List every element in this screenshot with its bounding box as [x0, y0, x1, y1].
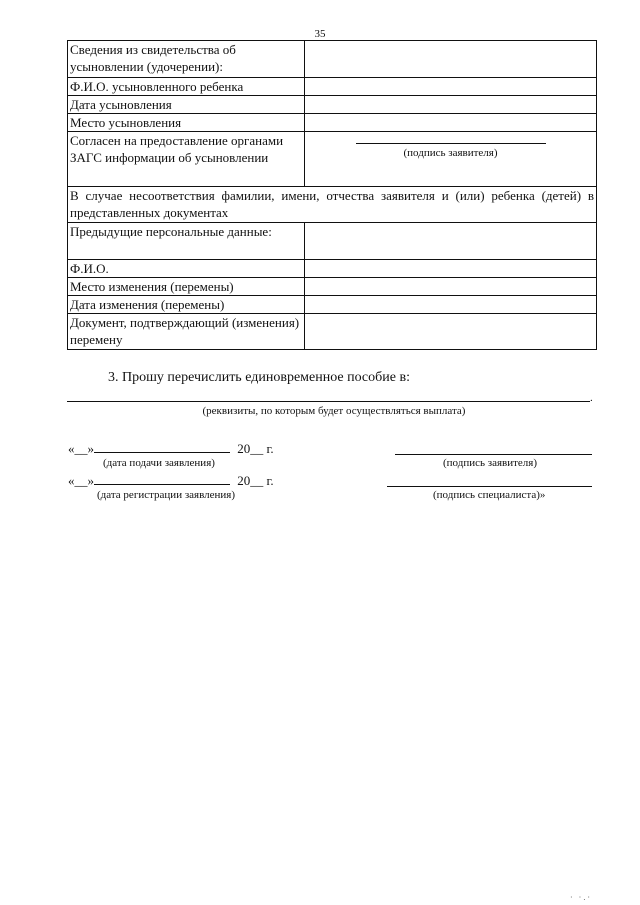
table-row: [68, 278, 597, 296]
month-blank[interactable]: [94, 452, 230, 453]
fio-value[interactable]: [305, 260, 597, 278]
table-row: [68, 132, 597, 187]
change-document-value[interactable]: [305, 314, 597, 350]
signature-line: [356, 143, 546, 144]
table-row: [68, 41, 597, 78]
registration-date-row: [68, 473, 274, 489]
adoption-info-value[interactable]: [305, 41, 597, 78]
table-row: [68, 296, 597, 314]
application-form-table: [67, 40, 597, 350]
year-prefix[interactable]: 20__ г.: [237, 441, 274, 456]
adoption-info-label: Сведения из свидетельства об усыновлении (удочерении):: [68, 41, 305, 78]
change-date-label: Дата изменения (перемены): [68, 296, 305, 314]
previous-data-value[interactable]: [305, 223, 597, 260]
page-number: 35: [314, 28, 326, 40]
change-date-value[interactable]: [305, 296, 597, 314]
table-row: [68, 314, 597, 350]
adoption-date-value[interactable]: [305, 96, 597, 114]
table-row: [68, 78, 597, 96]
adopted-child-name-value[interactable]: [305, 78, 597, 96]
table-row: [68, 260, 597, 278]
applicant-signature-caption: (подпись заявителя): [443, 457, 538, 469]
adopted-child-name-label: Ф.И.О. усыновленного ребенка: [68, 78, 305, 96]
adoption-date-label: Дата усыновления: [68, 96, 305, 114]
table-row: [68, 114, 597, 132]
table-row: [68, 187, 597, 223]
specialist-signature-caption: (подпись специалиста)»: [433, 489, 546, 501]
table-row: [68, 223, 597, 260]
year-prefix[interactable]: 20__ г.: [237, 473, 274, 488]
consent-signature-caption: (подпись заявителя): [403, 147, 498, 159]
adoption-place-value[interactable]: [305, 114, 597, 132]
registration-date-caption: (дата регистрации заявления): [97, 489, 236, 501]
day-quote[interactable]: «__»: [68, 473, 94, 488]
table-row: [68, 96, 597, 114]
mismatch-heading: В случае несоответствия фамилии, имени, отчества заявителя и (или) ребенка (детей) в представленных документах: [68, 187, 597, 223]
applicant-signature-line[interactable]: [395, 454, 592, 455]
specialist-signature-line[interactable]: [387, 486, 592, 487]
requisites-line[interactable]: [67, 401, 590, 402]
requisites-dot: .: [590, 392, 593, 404]
consent-signature-cell[interactable]: [305, 132, 597, 187]
change-place-value[interactable]: [305, 278, 597, 296]
change-document-label: Документ, подтверждающий (изменения) перемену: [68, 314, 305, 350]
adoption-place-label: Место усыновления: [68, 114, 305, 132]
month-blank[interactable]: [94, 484, 230, 485]
scan-corner-mark: · ·.·: [570, 893, 592, 902]
application-date-row: [68, 441, 274, 457]
previous-data-label: Предыдущие персональные данные:: [68, 223, 305, 260]
requisites-caption: (реквизиты, по которым будет осуществляться выплата): [202, 405, 466, 417]
application-date-caption: (дата подачи заявления): [103, 457, 215, 469]
fio-label: Ф.И.О.: [68, 260, 305, 278]
payment-request-text: 3. Прошу перечислить единовременное пособие в:: [108, 370, 410, 385]
change-place-label: Место изменения (перемены): [68, 278, 305, 296]
day-quote[interactable]: «__»: [68, 441, 94, 456]
consent-label: Согласен на предоставление органами ЗАГС информации об усыновлении: [68, 132, 305, 187]
